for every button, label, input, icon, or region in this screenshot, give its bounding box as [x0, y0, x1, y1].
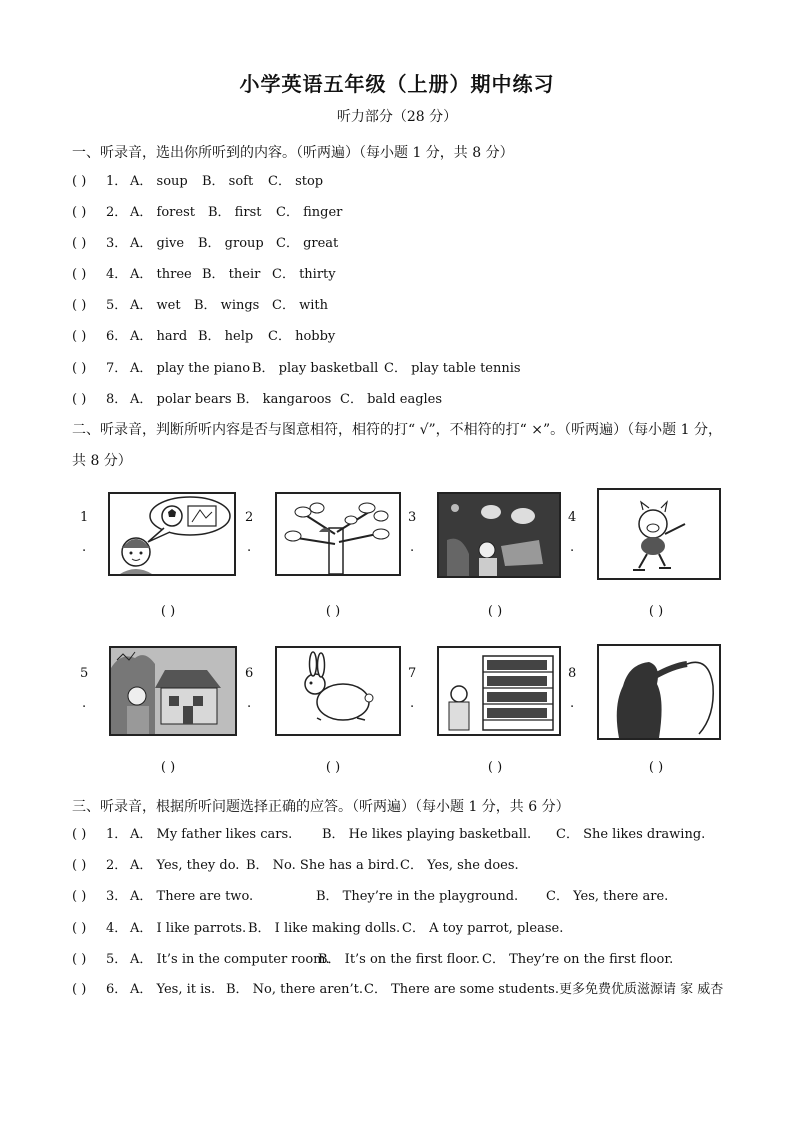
question-number: 2． — [106, 205, 128, 220]
picture-number: 6 — [245, 666, 254, 681]
answer-blank[interactable]: ( ) — [160, 760, 176, 775]
picture-number: 4 — [568, 510, 577, 525]
option-a: A． forest — [130, 205, 195, 220]
option-c: C． stop — [268, 174, 324, 189]
section3-heading: 三、听录音，根据所听问题选择正确的应答。（听两遍）（每小题 1 分，共 6 分） — [72, 799, 570, 815]
option-c: C． play table tennis — [384, 361, 521, 376]
option-a: A． My father likes cars. — [130, 827, 293, 842]
page-title: 小学英语五年级（上册）期中练习 — [239, 72, 555, 96]
answer-blank[interactable]: ( ) — [72, 982, 87, 997]
answer-blank[interactable]: ( ) — [648, 604, 664, 619]
picture-number: 2 — [245, 510, 254, 525]
option-b: B． They’re in the playground. — [316, 889, 519, 904]
section1-heading: 一、听录音，选出你所听到的内容。（听两遍）（每小题 1 分，共 8 分） — [72, 145, 514, 161]
question-number: 4． — [106, 921, 128, 936]
option-b: B． No, there aren’t. — [226, 982, 364, 997]
option-a: A． hard — [130, 329, 188, 344]
answer-blank[interactable]: ( ) — [72, 827, 87, 842]
answer-blank[interactable]: ( ) — [72, 236, 87, 251]
answer-blank[interactable]: ( ) — [325, 760, 341, 775]
option-c: C． A toy parrot, please. — [402, 921, 564, 936]
picture-dot: . — [247, 540, 252, 555]
option-c: C． hobby — [268, 329, 336, 344]
option-b: B． group — [198, 236, 264, 251]
answer-blank[interactable]: ( ) — [72, 267, 87, 282]
picture-library-bookshelf — [437, 646, 561, 736]
option-c: C． Yes, she does. — [400, 858, 519, 873]
option-b: B． their — [202, 267, 261, 282]
answer-blank[interactable]: ( ) — [72, 952, 87, 967]
option-c: C． great — [276, 236, 339, 251]
option-c: C． They’re on the first floor. — [482, 952, 674, 967]
question-number: 1． — [106, 174, 128, 189]
option-b: B． It’s on the first floor. — [318, 952, 480, 967]
question-number: 3． — [106, 889, 128, 904]
picture-rabbit — [275, 646, 401, 736]
answer-blank[interactable]: ( ) — [487, 604, 503, 619]
option-c: C． She likes drawing. — [556, 827, 706, 842]
option-a: A． give — [130, 236, 185, 251]
option-a: A． It’s in the computer room. — [130, 952, 330, 967]
answer-blank[interactable]: ( ) — [72, 392, 87, 407]
option-a: A． soup — [130, 174, 188, 189]
answer-blank[interactable]: ( ) — [72, 298, 87, 313]
option-b: B． He likes playing basketball. — [322, 827, 532, 842]
picture-silhouette-jump-rope — [597, 644, 721, 740]
question-number: 4． — [106, 267, 128, 282]
option-b: B． wings — [194, 298, 260, 313]
picture-number: 1 — [80, 510, 89, 525]
picture-dot: . — [247, 696, 252, 711]
answer-blank[interactable]: ( ) — [72, 858, 87, 873]
question-number: 7． — [106, 361, 128, 376]
option-a: A． three — [130, 267, 192, 282]
answer-blank[interactable]: ( ) — [72, 921, 87, 936]
option-a: A． There are two. — [130, 889, 254, 904]
picture-pig-skating — [597, 488, 721, 580]
option-b: B． kangaroos — [236, 392, 332, 407]
option-c: C． thirty — [272, 267, 336, 282]
picture-dot: . — [570, 696, 575, 711]
answer-blank[interactable]: ( ) — [325, 604, 341, 619]
answer-blank[interactable]: ( ) — [72, 361, 87, 376]
question-number: 5． — [106, 298, 128, 313]
option-c: C． finger — [276, 205, 343, 220]
picture-number: 3 — [408, 510, 417, 525]
answer-blank[interactable]: ( ) — [487, 760, 503, 775]
option-a: A． I like parrots. — [130, 921, 247, 936]
picture-house-with-people — [109, 646, 237, 736]
picture-bird-in-tree — [275, 492, 401, 576]
answer-blank[interactable]: ( ) — [648, 760, 664, 775]
question-number: 5． — [106, 952, 128, 967]
picture-boy-football-speech — [108, 492, 236, 576]
option-b: B． help — [198, 329, 254, 344]
picture-night-sky-children — [437, 492, 561, 578]
option-b: B． I like making dolls. — [248, 921, 401, 936]
option-b: B． play basketball — [252, 361, 379, 376]
option-c: C． Yes, there are. — [546, 889, 669, 904]
picture-number: 8 — [568, 666, 577, 681]
option-a: A． Yes, they do. — [130, 858, 240, 873]
option-b: B． soft — [202, 174, 254, 189]
answer-blank[interactable]: ( ) — [160, 604, 176, 619]
picture-dot: . — [570, 540, 575, 555]
picture-number: 5 — [80, 666, 89, 681]
option-a: A． wet — [130, 298, 181, 313]
option-c: C． with — [272, 298, 328, 313]
question-number: 1． — [106, 827, 128, 842]
question-number: 6． — [106, 982, 128, 997]
option-b: B． first — [208, 205, 262, 220]
question-number: 6． — [106, 329, 128, 344]
section2-heading: 二、听录音，判断所听内容是否与图意相符，相符的打“ √”，不相符的打“ ×”。（听两遍）（每小题 1 分，共 8 分） — [72, 422, 722, 469]
question-number: 8． — [106, 392, 128, 407]
answer-blank[interactable]: ( ) — [72, 205, 87, 220]
option-a: A． play the piano — [130, 361, 251, 376]
picture-number: 7 — [408, 666, 417, 681]
option-a: A． Yes, it is. — [130, 982, 216, 997]
answer-blank[interactable]: ( ) — [72, 174, 87, 189]
answer-blank[interactable]: ( ) — [72, 889, 87, 904]
option-b: B． No. She has a bird. — [246, 858, 399, 873]
option-c: C． bald eagles — [340, 392, 443, 407]
question-number: 3． — [106, 236, 128, 251]
picture-dot: . — [82, 696, 87, 711]
picture-dot: . — [410, 540, 415, 555]
page-subtitle: 听力部分（28 分） — [336, 109, 458, 125]
option-c: C． There are some students.更多免费优质滋源请 家 威杏 — [364, 982, 724, 997]
answer-blank[interactable]: ( ) — [72, 329, 87, 344]
question-number: 2． — [106, 858, 128, 873]
picture-dot: . — [410, 696, 415, 711]
option-a: A． polar bears — [130, 392, 232, 407]
picture-dot: . — [82, 540, 87, 555]
